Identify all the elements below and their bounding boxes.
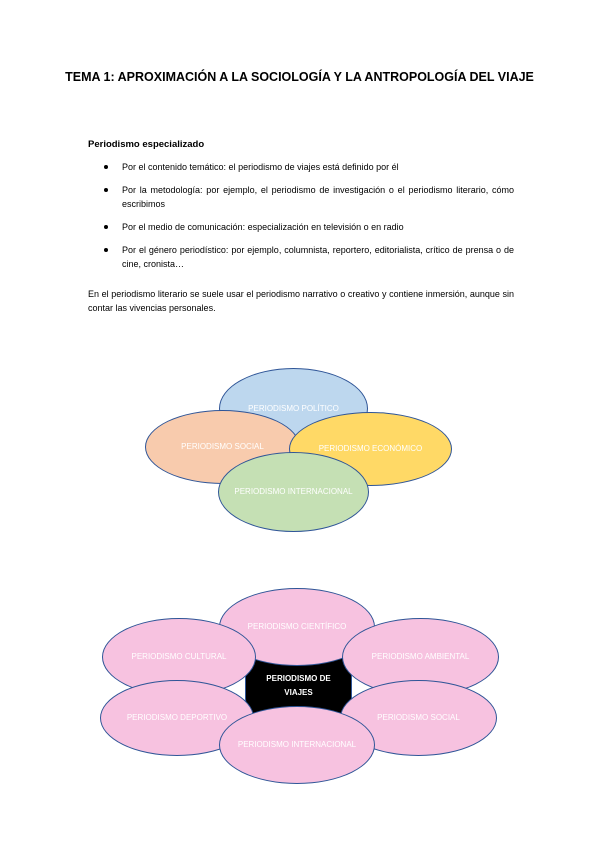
node-label: PERIODISMO POLÍTICO (248, 403, 339, 413)
node-label: PERIODISMO SOCIAL (377, 713, 460, 722)
node-label: PERIODISMO DEPORTIVO (126, 713, 228, 722)
node-periodismo-internacional-2 (219, 706, 375, 784)
document-title: TEMA 1: APROXIMACIÓN A LA SOCIOLOGÍA Y LA ANTROPOLOGÍA DEL VIAJE (65, 70, 534, 84)
bullet-item (88, 160, 514, 174)
bullet-dot-icon (104, 225, 108, 229)
node-label: PERIODISMO AMBIENTAL (371, 652, 470, 661)
bullet-text: Por el medio de comunicación: especialización en televisión o en radio (122, 222, 404, 232)
body-paragraph: En el periodismo literario se suele usar el periodismo narrativo o creativo y contiene inmersión, aunque sin contar las vivencias personales. (88, 289, 514, 313)
node-periodismo-internacional (218, 452, 369, 532)
node-label: PERIODISMO SOCIAL (181, 442, 264, 451)
bullet-text: Por la metodología: por ejemplo, el periodismo de investigación o el periodismo literario, cómo escribimos (122, 185, 514, 209)
bullet-dot-icon (104, 248, 108, 252)
node-label: PERIODISMO INTERNACIONAL (234, 487, 353, 496)
node-label: PERIODISMO CULTURAL (131, 652, 227, 661)
bullet-text: Por el contenido temático: el periodismo de viajes está definido por él (122, 162, 399, 172)
bullet-item (88, 183, 514, 211)
bullet-dot-icon (104, 165, 108, 169)
bullet-item (88, 220, 514, 234)
node-label: PERIODISMO INTERNACIONAL (237, 740, 357, 749)
node-label: PERIODISMO CIENTÍFICO (247, 622, 347, 631)
bullet-item (88, 243, 514, 271)
bullet-text: Por el género periodístico: por ejemplo, columnista, reportero, editorialista, crítico de prensa o de cine, cronista… (122, 245, 514, 269)
node-label: PERIODISMO DE VIAJES (266, 674, 331, 697)
bullet-dot-icon (104, 188, 108, 192)
bullet-list (88, 160, 514, 280)
node-label: PERIODISMO ECONÓMICO (318, 444, 423, 453)
section-heading: Periodismo especializado (88, 139, 205, 150)
